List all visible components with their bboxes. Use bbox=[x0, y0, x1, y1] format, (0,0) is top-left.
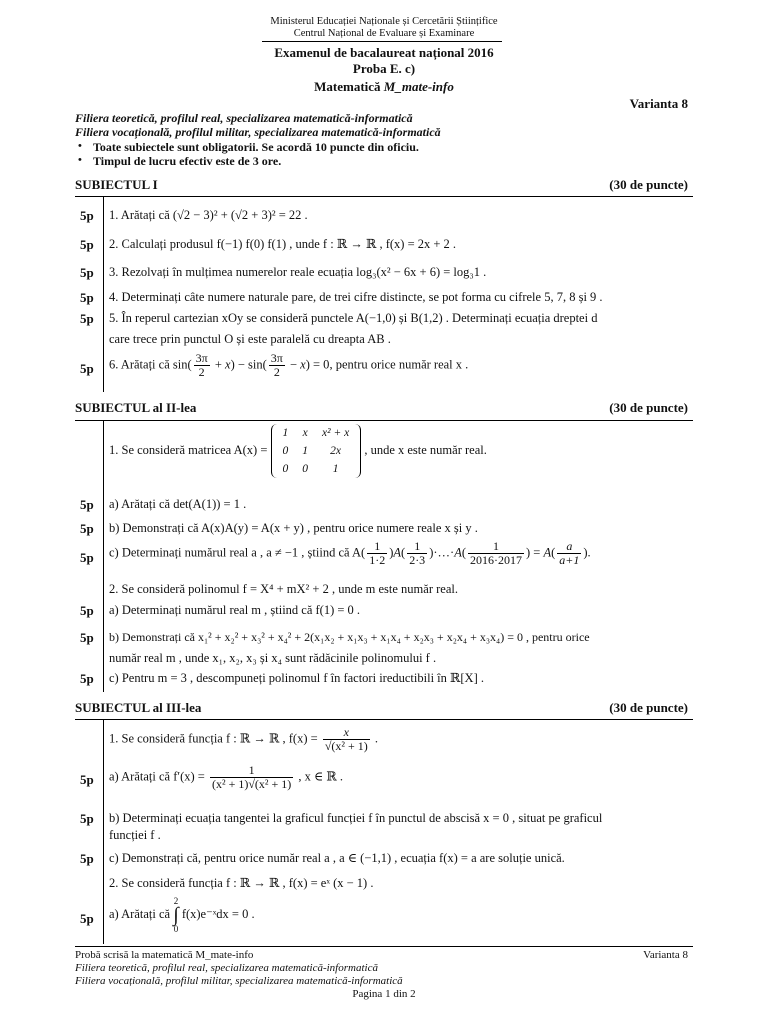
points-label: 5p bbox=[80, 361, 94, 376]
subject-profile: M_mate-info bbox=[383, 79, 454, 94]
points-label: 5p bbox=[80, 772, 94, 787]
matrix-a-of-x bbox=[271, 424, 362, 478]
matrix-cell: 1 bbox=[302, 445, 309, 457]
s2-p1c: c) Determinați numărul real a , a ≠ −1 , știind că A( $\frac{1}{1\cdot 2}$ )A( $\frac{1}{2\cdot 3}$ )·…·A( $\frac{1}{2016\cdot 2017}$ ) = A( $\frac{a}{a+1}$ ). bbox=[109, 539, 591, 567]
subiect-3-margin-line bbox=[103, 719, 104, 944]
subiect-1-points: (30 de puncte) bbox=[609, 177, 688, 192]
points-label: 5p bbox=[80, 671, 94, 686]
integral-lower: 0 bbox=[173, 924, 179, 934]
bullet-icon: • bbox=[78, 140, 82, 152]
bullet-icon: • bbox=[78, 154, 82, 166]
s3-p1: 1. Se consideră funcția f : ℝ → ℝ , f(x) = $\frac{x}{\text{√(x² + 1)}}$ . bbox=[109, 725, 379, 753]
subiect-2-margin-line bbox=[103, 420, 104, 692]
s2-p2b-line-1: b) Demonstrați că x₁² + x₂² + x₃² + x₄² + 2(x₁x₂ + x₁x₃ + x₁x₄ + x₂x₃ + x₂x₄ + x₃x₄) = 0 , pentru orice bbox=[109, 630, 590, 644]
matrix-cell: 0 bbox=[282, 463, 289, 475]
s3-p1a-num: 1 bbox=[210, 764, 293, 778]
points-label: 5p bbox=[80, 208, 94, 223]
points-label: 5p bbox=[80, 630, 94, 645]
points-label: 5p bbox=[80, 550, 94, 565]
subiect-3-points: (30 de puncte) bbox=[609, 700, 688, 715]
s3-p2: 2. Se consideră funcția f : ℝ → ℝ , f(x) = eˣ (x − 1) . bbox=[109, 876, 374, 890]
s3-p1a-den: (x² + 1)√(x² + 1) bbox=[211, 777, 292, 791]
s1-q6-frac-num: 3π bbox=[270, 351, 283, 365]
points-label: 5p bbox=[80, 265, 94, 280]
s3-p1a-lead: a) Arătați că f′(x) = bbox=[109, 769, 205, 784]
subiect-1-rule bbox=[75, 196, 693, 197]
points-label: 5p bbox=[80, 811, 94, 826]
matrix-cell: 0 bbox=[302, 463, 309, 475]
s1-q6-lead: 6. Arătați că sin bbox=[109, 357, 188, 372]
points-label: 5p bbox=[80, 311, 94, 326]
points-label: 5p bbox=[80, 497, 94, 512]
s2-p2c: c) Pentru m = 3 , descompuneți polinomul f în factori ireductibili în ℝ[X] . bbox=[109, 671, 484, 685]
footer-left-3: Filiera vocațională, profilul militar, specializarea matematică-informatică bbox=[75, 975, 403, 987]
header-divider bbox=[262, 41, 502, 42]
matrix-cell: x bbox=[302, 427, 308, 439]
s3-p2a bbox=[109, 896, 255, 934]
subject-title bbox=[0, 79, 768, 95]
footer-variant: Varianta 8 bbox=[643, 949, 688, 961]
points-label: 5p bbox=[80, 603, 94, 618]
matrix-cell: x² + x bbox=[322, 427, 350, 439]
proba-label: Proba E. c) bbox=[352, 61, 416, 76]
matrix-cell: 1 bbox=[332, 463, 339, 475]
matrix-cell: 2x bbox=[330, 445, 342, 457]
s1-q6-tail: , pentru orice număr real x . bbox=[329, 357, 469, 372]
points-label: 5p bbox=[80, 290, 94, 305]
s2-p1a: a) Arătați că det(A(1)) = 1 . bbox=[109, 497, 247, 511]
points-label: 5p bbox=[80, 237, 94, 252]
subiect-2-rule bbox=[75, 420, 693, 421]
footer-left-1: Probă scrisă la matematică M_mate-info bbox=[75, 949, 254, 961]
s3-p1c: c) Demonstrați că, pentru orice număr real a , a ∈ (−1,1) , ecuația f(x) = a are soluție unică. bbox=[109, 851, 565, 865]
integral-sign: 2 ∫ 0 bbox=[173, 896, 179, 934]
filiera-line-2: Filiera vocațională, profilul militar, specializarea matematică-informatică bbox=[75, 125, 441, 139]
footer-rule bbox=[75, 946, 693, 947]
points-label: 5p bbox=[80, 851, 94, 866]
center-line: Centrul Național de Evaluare și Examinare bbox=[293, 28, 475, 39]
s2-p1-lead: 1. Se consideră matricea A(x) = bbox=[109, 442, 268, 457]
frac-num: a bbox=[557, 540, 581, 554]
exam-title: Examenul de bacalaureat național 2016 bbox=[274, 45, 494, 60]
s3-p1-lead: 1. Se consideră funcția f : ℝ → ℝ , f(x) = bbox=[109, 731, 318, 746]
rule-line-2: Timpul de lucru efectiv este de 3 ore. bbox=[93, 154, 282, 168]
subiect-3-rule bbox=[75, 719, 693, 720]
s1-q6-frac-den: 2 bbox=[273, 365, 280, 379]
subiect-2-title: SUBIECTUL al II-lea bbox=[75, 400, 197, 415]
subiect-3-title: SUBIECTUL al III-lea bbox=[75, 700, 202, 715]
s3-p2a-tail: f(x)e⁻ˣdx = 0 . bbox=[181, 906, 255, 921]
s2-p2: 2. Se consideră polinomul f = X⁴ + mX² + 2 , unde m este număr real. bbox=[109, 582, 458, 596]
footer-left-2: Filiera teoretică, profilul real, specializarea matematică-informatică bbox=[75, 962, 378, 974]
points-label: 5p bbox=[80, 911, 94, 926]
frac-den: a+1 bbox=[559, 553, 580, 567]
s3-p1a-tail: , x ∈ ℝ . bbox=[298, 769, 344, 784]
s1-q5-line-1: 5. În reperul cartezian xOy se consideră punctele A(−1,0) și B(1,2) . Determinați ecuația dreptei d bbox=[109, 311, 598, 325]
s3-p2a-lead: a) Arătați că bbox=[109, 906, 171, 921]
variant-label: Varianta 8 bbox=[629, 96, 688, 111]
subiect-1-margin-line bbox=[103, 196, 104, 392]
s1-q6-frac-num: 3π bbox=[195, 351, 208, 365]
frac-num: 1 bbox=[367, 540, 387, 554]
s1-q5-line-2: care trece prin punctul O și este paralelă cu dreapta AB . bbox=[109, 332, 391, 346]
s1-q6: 6. Arătați că sin( $\frac{3\pi}{2}$ + x) − sin( $\frac{3\pi}{2}$ − x) = 0, pentru orice număr real x . bbox=[109, 351, 469, 379]
rule-line-1: Toate subiectele sunt obligatorii. Se acordă 10 puncte din oficiu. bbox=[93, 140, 419, 154]
subiect-1-title: SUBIECTUL I bbox=[75, 177, 158, 192]
frac-den: 2·3 bbox=[409, 553, 426, 567]
ministry-line: Ministerul Educației Naționale și Cercetării Științifice bbox=[270, 16, 498, 27]
s3-p1-num: x bbox=[323, 726, 370, 740]
filiera-line-1: Filiera teoretică, profilul real, specializarea matematică-informatică bbox=[75, 111, 413, 125]
s1-q3: 3. Rezolvați în mulțimea numerelor reale ecuația log₃(x² − 6x + 6) = log₃1 . bbox=[109, 265, 487, 279]
s2-p1 bbox=[109, 424, 487, 478]
s1-q1: 1. Arătați că (√2 − 3)² + (√2 + 3)² = 22 . bbox=[109, 208, 308, 222]
subject-prefix: Matematică bbox=[314, 79, 384, 94]
s1-q4: 4. Determinați câte numere naturale pare, de trei cifre distincte, se pot forma cu cifrele 5, 7, 8 și 9 . bbox=[109, 290, 603, 304]
matrix-cell: 0 bbox=[282, 445, 289, 457]
s2-p1b: b) Demonstrați că A(x)A(y) = A(x + y) , pentru orice numere reale x și y . bbox=[109, 521, 478, 535]
frac-den: 1·2 bbox=[369, 553, 386, 567]
s1-q6-frac-den: 2 bbox=[198, 365, 205, 379]
s3-p1-den: √(x² + 1) bbox=[324, 739, 368, 753]
s3-p1b-line-2: funcției f . bbox=[109, 828, 161, 842]
integral-upper: 2 bbox=[173, 896, 179, 906]
subiect-2-points: (30 de puncte) bbox=[609, 400, 688, 415]
s2-p1-tail: , unde x este număr real. bbox=[364, 442, 487, 457]
s1-q2: 2. Calculați produsul f(−1) f(0) f(1) , unde f : ℝ → ℝ , f(x) = 2x + 2 . bbox=[109, 237, 457, 251]
points-label: 5p bbox=[80, 521, 94, 536]
frac-den: 2016·2017 bbox=[470, 553, 522, 567]
s2-p2b-line-2: număr real m , unde x₁, x₂, x₃ și x₄ sunt rădăcinile polinomului f . bbox=[109, 651, 437, 665]
page-number: Pagina 1 din 2 bbox=[352, 988, 416, 1000]
s2-p1c-lead: c) Determinați numărul real a , a ≠ −1 , știind că A bbox=[109, 545, 362, 560]
s2-p2a: a) Determinați numărul real m , știind că f(1) = 0 . bbox=[109, 603, 361, 617]
matrix-cell: 1 bbox=[282, 427, 289, 439]
s3-p1b-line-1: b) Determinați ecuația tangentei la graficul funcției f în punctul de abscisă x = 0 , situat pe graficul bbox=[109, 811, 603, 825]
frac-num: 1 bbox=[407, 540, 427, 554]
frac-num: 1 bbox=[468, 540, 524, 554]
s3-p1a bbox=[109, 764, 343, 791]
